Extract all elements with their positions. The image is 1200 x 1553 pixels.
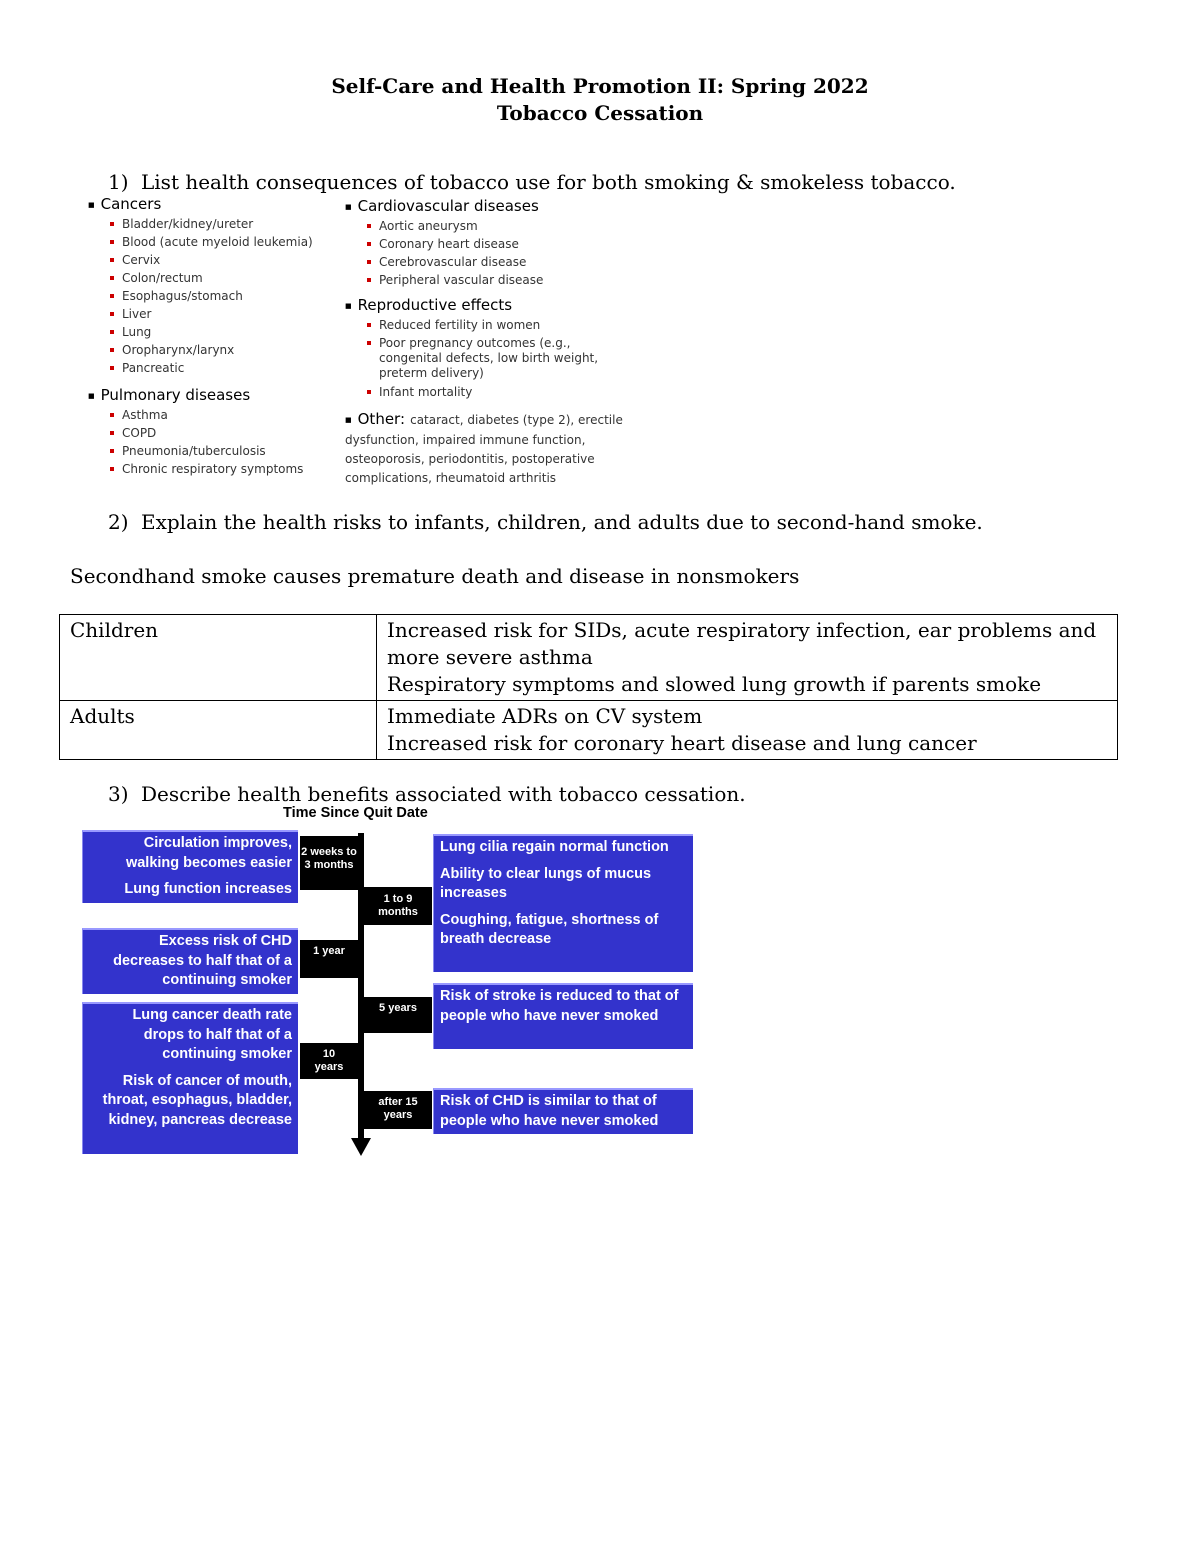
page-title: Self-Care and Health Promotion II: Spring 2022	[331, 74, 869, 98]
secondhand-risk-table	[59, 614, 1118, 760]
list-item: Cervix	[110, 251, 313, 269]
page-subtitle: Tobacco Cessation	[496, 101, 704, 125]
table-row	[60, 615, 1118, 701]
list-item: Infant mortality	[367, 383, 635, 401]
timeline-title: Time Since Quit Date	[283, 805, 428, 821]
category-pulmonary: ■ Pulmonary diseases	[88, 386, 313, 405]
question-text: List health consequences of tobacco use for both smoking & smokeless tobacco.	[141, 170, 956, 194]
list-item: Colon/rectum	[110, 269, 313, 287]
list-item: Pancreatic	[110, 359, 313, 377]
risk-line: Increased risk for coronary heart disease and lung cancer	[387, 731, 977, 755]
category-other	[345, 409, 630, 486]
list-item: Blood (acute myeloid leukemia)	[110, 233, 313, 251]
list-item: Poor pregnancy outcomes (e.g., congenital defects, low birth weight, preterm delivery)	[367, 334, 609, 383]
list-item: Asthma	[110, 406, 313, 424]
question-number: 2)	[108, 510, 129, 534]
question-2	[108, 510, 983, 534]
risk-line: Increased risk for SIDs, acute respiratory infection, ear problems and more severe asthma	[387, 618, 1097, 669]
risk-line: Immediate ADRs on CV system	[387, 704, 703, 728]
list-item: Chronic respiratory symptoms	[110, 460, 313, 478]
risk-cell	[377, 701, 1118, 760]
list-item: COPD	[110, 424, 313, 442]
benefit-text: Ability to clear lungs of mucus increases	[440, 865, 652, 901]
secondhand-statement: Secondhand smoke causes premature death and disease in nonsmokers	[70, 564, 800, 588]
question-text: Describe health benefits associated with tobacco cessation.	[141, 782, 746, 806]
benefit-text: Lung cilia regain normal function	[440, 839, 669, 855]
timeline-arrow-icon	[351, 1138, 371, 1156]
consequences-right-column	[345, 197, 635, 486]
consequences-left-column	[88, 195, 313, 478]
category-reproductive: ■ Reproductive effects	[345, 296, 635, 315]
benefit-text: Risk of stroke is reduced to that of people who have never smoked	[440, 988, 679, 1024]
benefit-box-left	[82, 830, 298, 903]
benefit-text: Risk of CHD is similar to that of people who have never smoked	[440, 1093, 659, 1129]
benefit-text: Lung cancer death rate drops to half that of a continuing smoker	[132, 1007, 292, 1062]
cardio-list	[345, 217, 635, 289]
question-1	[108, 170, 956, 194]
benefit-text: Lung function increases	[124, 881, 292, 897]
list-item: Aortic aneurysm	[367, 217, 635, 235]
table-row	[60, 701, 1118, 760]
benefit-box-left	[82, 1002, 298, 1154]
time-label: after 15 years	[364, 1091, 432, 1129]
benefit-text: Risk of cancer of mouth, throat, esophagus, bladder, kidney, pancreas decrease	[102, 1072, 292, 1128]
question-number: 3)	[108, 782, 129, 806]
cancers-list	[88, 215, 313, 377]
list-item: Reduced fertility in women	[367, 316, 635, 334]
risk-cell	[377, 615, 1118, 701]
list-item: Coronary heart disease	[367, 235, 635, 253]
time-label: 5 years	[364, 997, 432, 1033]
category-cardiovascular: ■ Cardiovascular diseases	[345, 197, 635, 216]
list-item: Peripheral vascular disease	[367, 271, 635, 289]
list-item: Cerebrovascular disease	[367, 253, 635, 271]
other-label: ■ Other:	[345, 410, 405, 428]
category-cancers: ■ Cancers	[88, 195, 313, 214]
list-item: Bladder/kidney/ureter	[110, 215, 313, 233]
benefit-text: Excess risk of CHD decreases to half that of a continuing smoker	[113, 933, 292, 988]
list-item: Pneumonia/tuberculosis	[110, 442, 313, 460]
benefit-box-right	[433, 983, 693, 1049]
benefit-box-right	[433, 834, 693, 972]
list-item: Lung	[110, 323, 313, 341]
benefit-box-right	[433, 1088, 693, 1134]
time-label: 10 years	[300, 1043, 358, 1079]
other-text: cataract, diabetes (type 2), erectile dysfunction, impaired immune function, osteoporosis, periodontitis, postoperative complications, rheumatoid arthritis	[345, 413, 623, 485]
benefit-box-left	[82, 928, 298, 994]
benefit-text: Coughing, fatigue, shortness of breath decrease	[440, 911, 659, 947]
time-label: 2 weeks to 3 months	[300, 836, 358, 890]
group-cell: Adults	[60, 701, 377, 760]
list-item: Esophagus/stomach	[110, 287, 313, 305]
question-number: 1)	[108, 170, 129, 194]
risk-line: Respiratory symptoms and slowed lung growth if parents smoke	[387, 672, 1042, 696]
question-3	[108, 782, 746, 806]
list-item: Liver	[110, 305, 313, 323]
list-item: Oropharynx/larynx	[110, 341, 313, 359]
time-label: 1 to 9 months	[364, 887, 432, 925]
benefit-text: Circulation improves, walking becomes easier	[125, 835, 292, 871]
pulmonary-list	[88, 406, 313, 478]
group-cell: Children	[60, 615, 377, 701]
repro-list	[345, 316, 635, 401]
time-label: 1 year	[300, 940, 358, 978]
question-text: Explain the health risks to infants, children, and adults due to second-hand smoke.	[141, 510, 983, 534]
